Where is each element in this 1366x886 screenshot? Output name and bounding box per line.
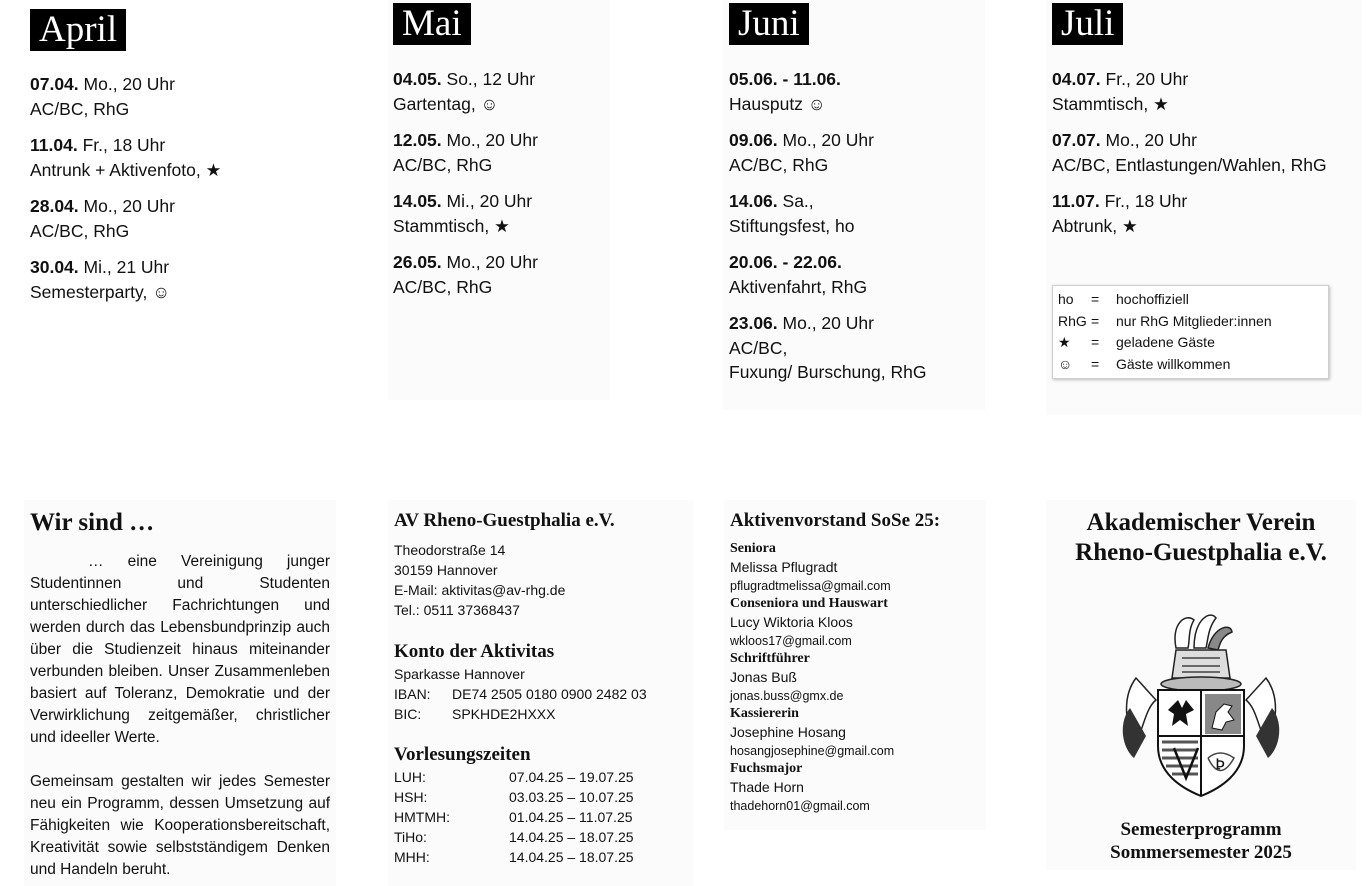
iban-label: IBAN:: [394, 686, 431, 702]
event: 12.05. Mo., 20 Uhr AC/BC, RhG: [393, 130, 538, 175]
event: 20.06. - 22.06. Aktivenfahrt, RhG: [729, 252, 868, 297]
event: 07.04. Mo., 20 Uhr AC/BC, RhG: [30, 74, 175, 119]
lecture-row: MHH: 14.04.25 – 18.07.25: [394, 849, 634, 865]
lecture-list: [394, 767, 687, 867]
iban-value: DE74 2505 0180 0900 2482 03: [452, 686, 647, 702]
about-section: [24, 500, 336, 886]
month-mai: [388, 0, 610, 400]
event: 11.07. Fr., 18 Uhr Abtrunk, ★: [1052, 191, 1188, 236]
cover-subtitle-2: Sommersemester 2025: [1110, 842, 1292, 863]
event: 11.04. Fr., 18 Uhr Antrunk + Aktivenfoto, ★: [30, 135, 222, 180]
event: 14.05. Mi., 20 Uhr Stammtisch, ★: [393, 191, 533, 236]
month-april: [30, 9, 330, 304]
legend-row: ★ = geladene Gäste: [1058, 334, 1215, 350]
contact-section: [388, 500, 693, 886]
event: 30.04. Mi., 21 Uhr Semesterparty, ☺: [30, 257, 171, 302]
svg-text:Ꝧ: Ꝧ: [1215, 757, 1225, 774]
board-member: Schriftführer Jonas Buß jonas.buss@gmx.de: [730, 651, 844, 703]
cover-subtitle-1: Semesterprogramm: [1120, 819, 1282, 840]
event: 23.06. Mo., 20 Uhr AC/BC, Fuxung/ Burschung, RhG: [729, 313, 927, 382]
about-paragraph: … eine Vereinigung junger Studentinnen und Studenten unterschiedlicher Fachrichtungen und werden durch das Lebensbundprinzip auch über die Studienzeit hinaus miteinander verbunden bleiben. Unser Zusammenleben basiert auf Toleranz, Demokratie und der Verwirklichung zeitgemäßer, christlicher und ideeller Werte.: [30, 553, 330, 746]
legend-box: [1052, 285, 1329, 379]
coat-of-arms-icon: [1116, 608, 1286, 800]
board-member: Fuchsmajor Thade Horn thadehorn01@gmail.com: [730, 761, 870, 813]
lecture-row: HMTMH: 01.04.25 – 11.07.25: [394, 809, 633, 825]
board-member: Seniora Melissa Pflugradt pflugradtmelissa@gmail.com: [730, 541, 891, 593]
legend-row: RhG = nur RhG Mitglieder:innen: [1058, 312, 1272, 329]
bic-value: SPKHDE2HXXX: [452, 706, 556, 722]
contact-email: E-Mail: aktivitas@av-rhg.de: [394, 582, 566, 598]
board-member: Kassiererin Josephine Hosang hosangjosephine@gmail.com: [730, 706, 895, 758]
lecture-row: TiHo: 14.04.25 – 18.07.25: [394, 829, 634, 845]
bank-heading: Konto der Aktivitas: [394, 641, 555, 662]
month-title: April: [30, 9, 126, 51]
contact-phone: Tel.: 0511 37368437: [394, 602, 520, 618]
month-juni: [723, 0, 985, 410]
event: 04.05. So., 12 Uhr Gartentag, ☺: [393, 69, 536, 114]
bic-label: BIC:: [394, 706, 422, 722]
about-heading: Wir sind …: [30, 509, 155, 536]
bank-name: Sparkasse Hannover: [394, 666, 525, 682]
board-heading: Aktivenvorstand SoSe 25:: [730, 510, 941, 531]
month-title: Juni: [729, 3, 809, 45]
cover-section: [1046, 500, 1356, 870]
board-member: Conseniora und Hauswart Lucy Wiktoria Kloos wkloos17@gmail.com: [730, 596, 888, 648]
lecture-heading: Vorlesungszeiten: [394, 744, 531, 765]
event: 05.06. - 11.06. Hausputz ☺: [729, 69, 841, 114]
event: 09.06. Mo., 20 Uhr AC/BC, RhG: [729, 130, 874, 175]
event: 14.06. Sa., Stiftungsfest, ho: [729, 191, 855, 236]
cover-title-line2: Rheno-Guestphalia e.V.: [1075, 539, 1327, 566]
about-paragraph: Gemeinsam gestalten wir jedes Semester neu ein Programm, dessen Umsetzung auf Fähigkeiten wie Kooperationsbereitschaft, Kreativität sowie selbstständigem Denken und Handeln beruht.: [30, 773, 330, 878]
lecture-row: HSH: 03.03.25 – 10.07.25: [394, 789, 634, 805]
address-street: Theodorstraße 14: [394, 542, 506, 558]
month-title: Mai: [393, 3, 471, 45]
cover-title-line1: Akademischer Verein: [1086, 509, 1316, 536]
board-section: [724, 500, 986, 830]
lecture-row: LUH: 07.04.25 – 19.07.25: [394, 769, 634, 785]
event: 28.04. Mo., 20 Uhr AC/BC, RhG: [30, 196, 175, 241]
event: 04.07. Fr., 20 Uhr Stammtisch, ★: [1052, 69, 1189, 114]
event: 07.07. Mo., 20 Uhr AC/BC, Entlastungen/Wahlen, RhG: [1052, 130, 1327, 175]
legend-row: ☺ = Gäste willkommen: [1058, 355, 1231, 372]
contact-heading: AV Rheno-Guestphalia e.V.: [394, 510, 615, 531]
event: 26.05. Mo., 20 Uhr AC/BC, RhG: [393, 252, 538, 297]
address-city: 30159 Hannover: [394, 562, 498, 578]
month-title: Juli: [1052, 3, 1123, 45]
legend-row: ho = hochoffiziell: [1058, 291, 1189, 307]
